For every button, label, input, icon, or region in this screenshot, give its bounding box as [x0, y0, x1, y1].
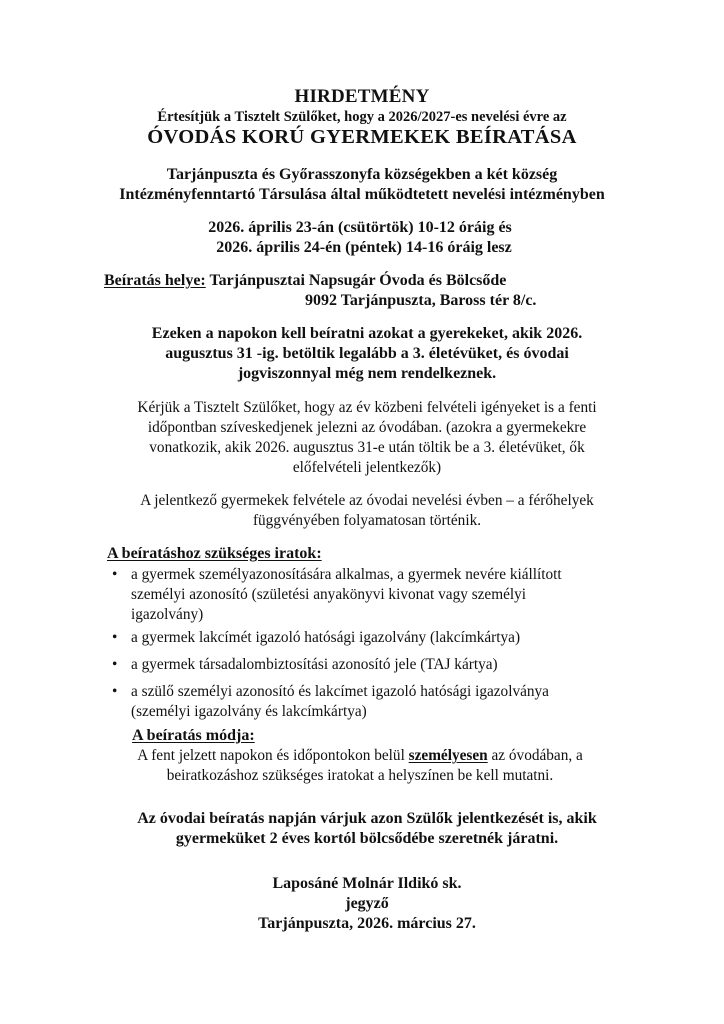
intro-line: Intézményfenntartó Társulása által működtetett nevelési intézményben [119, 186, 605, 203]
notice-subtitle: Értesítjük a Tisztelt Szülőket, hogy a 2026/2027-es nevelési évre az [157, 109, 567, 125]
admission-line: függvényében folyamatosan történik. [252, 512, 482, 529]
bullet-icon: • [112, 656, 118, 673]
method-line [0, 746, 722, 766]
request-line: vonatkozik, akik 2026. augusztus 31-e után töltik be a 3. életévüket, ők [149, 439, 585, 456]
nursery-line: gyermeküket 2 éves kortól bölcsődébe szeretnék járatni. [175, 830, 559, 847]
location-name: Tarjánpusztai Napsugár Óvoda és Bölcsőde [205, 272, 507, 289]
date-line: 2026. április 23-án (csütörtök) 10-12 óráig és [208, 219, 512, 236]
bullet-icon: • [112, 566, 118, 583]
request-line: időpontban szíveskedjenek jelezni az óvodában. (azokra a gyermekekre [147, 419, 587, 436]
document-item-line: igazolvány) [131, 606, 204, 623]
eligibility-line: Ezeken a napokon kell beíratni azokat a gyerekeket, akik 2026. [151, 325, 583, 342]
method-line: beiratkozáshoz szükséges iratokat a helyszínen be kell mutatni. [166, 767, 554, 784]
nursery-line: Az óvodai beíratás napján várjuk azon Szülők jelentkezését is, akik [137, 810, 597, 827]
signature-place-date: Tarjánpuszta, 2026. március 27. [258, 915, 476, 932]
admission-line: A jelentkező gyermekek felvétele az óvodai nevelési évben – a férőhelyek [140, 492, 594, 509]
bullet-icon: • [112, 629, 118, 646]
method-text-after: az óvodában, a [487, 747, 583, 764]
method-text-before: A fent jelzett napokon és időpontokon belül [137, 747, 409, 764]
method-emphasis: személyesen [408, 747, 488, 764]
intro-line: Tarjánpuszta és Győrasszonyfa községekben a két község [166, 166, 558, 183]
request-line: előfelvételi jelentkezők) [292, 459, 442, 476]
document-item-line: személyi azonosító (születési anyakönyvi kivonat vagy személyi [131, 586, 527, 603]
location-label: Beíratás helye: [104, 272, 206, 289]
eligibility-line: augusztus 31 -ig. betöltik legalább a 3. életévüket, és óvodai [165, 345, 569, 362]
signature-role: jegyző [345, 895, 389, 912]
date-line: 2026. április 24-én (péntek) 14-16 óráig lesz [216, 239, 512, 256]
document-item-line: a gyermek személyazonosítására alkalmas, a gyermek nevére kiállított [131, 566, 562, 583]
document-item-line: a szülő személyi azonosító és lakcímet igazoló hatósági igazolványa [131, 683, 549, 700]
document-item-line: a gyermek lakcímét igazoló hatósági igazolvány (lakcímkártya) [131, 629, 521, 646]
eligibility-line: jogviszonnyal még nem rendelkeznek. [237, 365, 497, 382]
request-line: Kérjük a Tisztelt Szülőket, hogy az év közbeni felvételi igényeket is a fenti [137, 399, 597, 416]
bullet-icon: • [112, 683, 118, 700]
location-line [104, 271, 506, 291]
notice-title: HIRDETMÉNY [294, 86, 430, 107]
location-address: 9092 Tarjánpuszta, Baross tér 8/c. [305, 292, 537, 309]
notice-headline: ÓVODÁS KORÚ GYERMEKEK BEÍRATÁSA [147, 126, 577, 148]
document-item-line: (személyi igazolvány és lakcímkártya) [131, 703, 367, 720]
documents-heading: A beíratáshoz szükséges iratok: [107, 545, 322, 562]
method-heading: A beíratás módja: [132, 727, 255, 744]
signature-name: Laposáné Molnár Ildikó sk. [272, 875, 462, 892]
document-item-line: a gyermek társadalombiztosítási azonosító jele (TAJ kártya) [131, 656, 498, 673]
